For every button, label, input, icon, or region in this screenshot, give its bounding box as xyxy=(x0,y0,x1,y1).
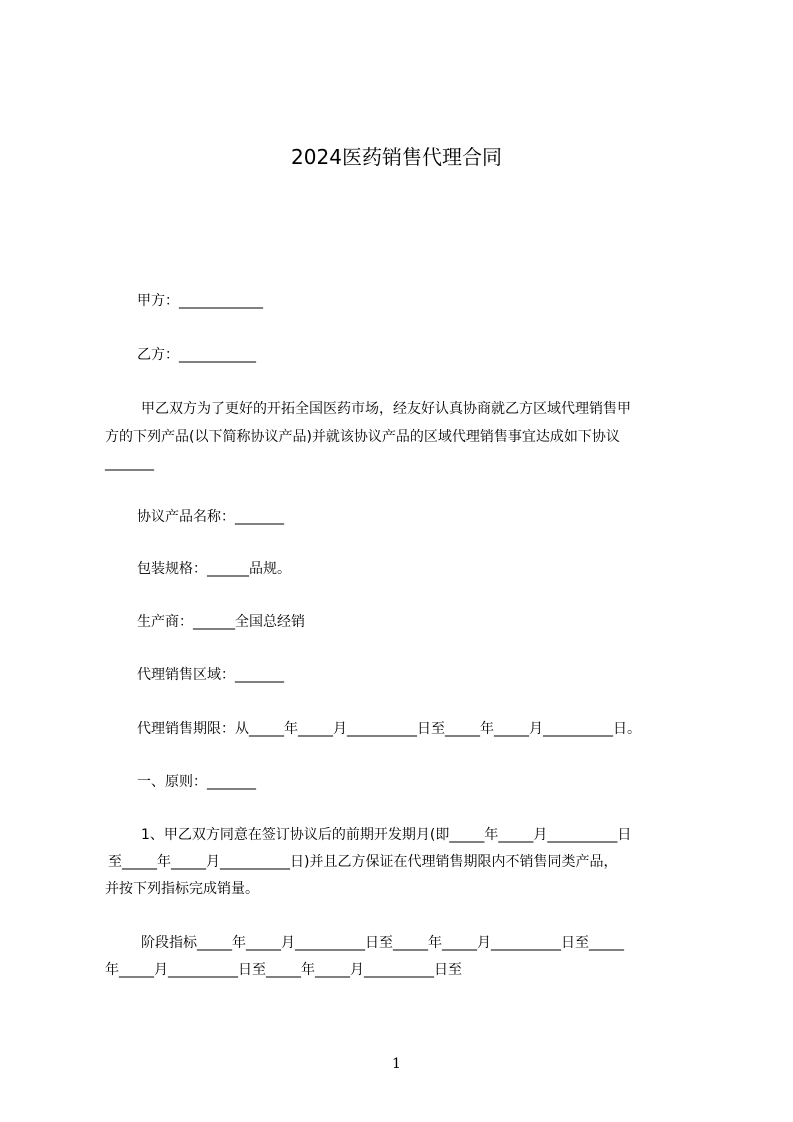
intro-line-1: 甲乙双方为了更好的开拓全国医药市场，经友好认真协商就乙方区域代理销售甲 xyxy=(141,401,631,417)
clause1-line-1: 1、甲乙双方同意在签订协议后的前期开发期月(即_____年_____月__________日 xyxy=(141,827,632,843)
intro-line-3: _______ xyxy=(105,455,154,471)
stage-indicator-line-1: 阶段指标_____年_____月__________日至_____年_____月__________日至_____ xyxy=(141,935,624,951)
document-title: 2024医药销售代理合同 xyxy=(291,145,502,169)
sales-region-line: 代理销售区域：_______ xyxy=(137,667,284,683)
clause1-line-3: 并按下列指标完成销量。 xyxy=(105,881,259,897)
intro-line-2: 方的下列产品(以下简称协议产品)并就该协议产品的区域代理销售事宜达成如下协议 xyxy=(105,429,620,445)
packaging-line: 包装规格：______品规。 xyxy=(137,561,291,577)
clause1-line-2: 至_____年_____月__________日)并且乙方保证在代理销售期限内不销售同类产品， xyxy=(108,854,618,870)
manufacturer-line: 生产商：______全国总经销 xyxy=(137,614,305,630)
sales-period-line: 代理销售期限：从_____年_____月__________日至_____年_____月__________日。 xyxy=(137,721,641,737)
party-b-line: 乙方：___________ xyxy=(137,347,256,363)
party-a-line: 甲方：____________ xyxy=(137,293,263,309)
principle-heading: 一、原则：_______ xyxy=(137,774,256,790)
stage-indicator-line-2: 年_____月__________日至_____年_____月__________日至 xyxy=(105,962,462,978)
product-name-line: 协议产品名称：_______ xyxy=(137,509,284,525)
page-number: 1 xyxy=(392,1056,401,1072)
